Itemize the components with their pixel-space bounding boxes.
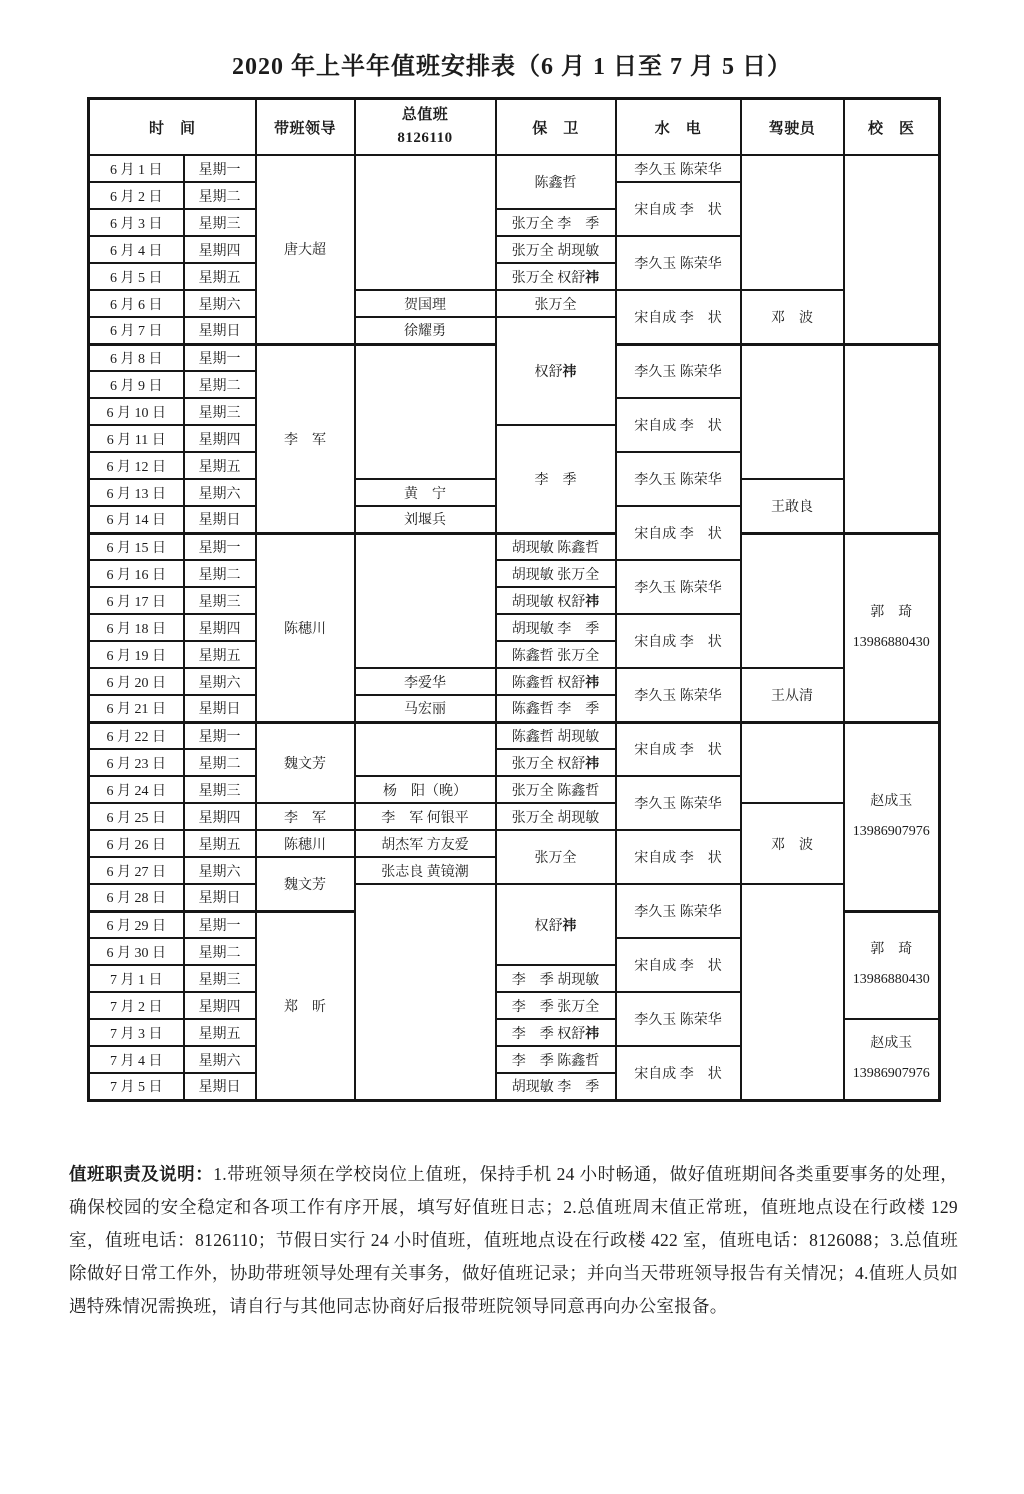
utilities-cell: 李久玉 陈荣华 [616,668,741,722]
leader-cell: 郑 昕 [256,911,355,1100]
weekday-cell: 星期四 [184,803,256,830]
chief-cell [355,344,496,479]
security-cell: 李 季 张万全 [496,992,616,1019]
date-cell: 7 月 2 日 [89,992,184,1019]
weekday-cell: 星期五 [184,263,256,290]
date-cell: 6 月 24 日 [89,776,184,803]
weekday-cell: 星期日 [184,317,256,344]
security-cell: 胡现敏 张万全 [496,560,616,587]
utilities-cell: 李久玉 陈荣华 [616,236,741,290]
chief-cell [355,533,496,668]
date-cell: 6 月 27 日 [89,857,184,884]
weekday-cell: 星期日 [184,506,256,533]
chief-cell: 杨 阳（晚） [355,776,496,803]
security-cell: 陈鑫哲 张万全 [496,641,616,668]
leader-cell: 李 军 [256,803,355,830]
date-cell: 6 月 20 日 [89,668,184,695]
security-cell: 李 季 陈鑫哲 [496,1046,616,1073]
weekday-cell: 星期二 [184,560,256,587]
date-cell: 7 月 1 日 [89,965,184,992]
date-cell: 6 月 11 日 [89,425,184,452]
driver-cell: 邓 波 [741,803,844,884]
date-cell: 6 月 3 日 [89,209,184,236]
driver-cell [741,344,844,479]
date-cell: 7 月 3 日 [89,1019,184,1046]
date-cell: 6 月 12 日 [89,452,184,479]
weekday-cell: 星期三 [184,965,256,992]
date-cell: 7 月 5 日 [89,1073,184,1100]
weekday-cell: 星期四 [184,614,256,641]
chief-cell: 贺国理 [355,290,496,317]
date-cell: 7 月 4 日 [89,1046,184,1073]
weekday-cell: 星期一 [184,155,256,182]
header-time: 时 间 [89,99,256,156]
utilities-cell: 李久玉 陈荣华 [616,344,741,398]
weekday-cell: 星期三 [184,587,256,614]
security-cell: 胡现敏 陈鑫哲 [496,533,616,560]
utilities-cell: 李久玉 陈荣华 [616,776,741,830]
utilities-cell: 宋自成 李 状 [616,722,741,776]
utilities-cell: 李久玉 陈荣华 [616,884,741,938]
schedule-row [89,803,940,830]
weekday-cell: 星期五 [184,830,256,857]
weekday-cell: 星期一 [184,533,256,560]
weekday-cell: 星期三 [184,776,256,803]
chief-cell: 李 军 何银平 [355,803,496,830]
security-cell: 张万全 李 季 [496,209,616,236]
date-cell: 6 月 4 日 [89,236,184,263]
chief-cell: 胡杰军 方友爱 [355,830,496,857]
date-cell: 6 月 9 日 [89,371,184,398]
leader-cell: 魏文芳 [256,722,355,803]
security-cell: 权舒祎 [496,317,616,425]
date-cell: 6 月 6 日 [89,290,184,317]
weekday-cell: 星期五 [184,641,256,668]
security-cell: 张万全 [496,290,616,317]
utilities-cell: 李久玉 陈荣华 [616,452,741,506]
weekday-cell: 星期三 [184,209,256,236]
security-cell: 胡现敏 李 季 [496,614,616,641]
driver-cell [741,722,844,803]
schedule-row [89,155,940,182]
doctor-cell: 赵成玉 13986907976 [844,1019,940,1100]
weekday-cell: 星期四 [184,992,256,1019]
weekday-cell: 星期五 [184,452,256,479]
header-security: 保 卫 [496,99,616,156]
chief-cell: 黄 宁 [355,479,496,506]
security-cell: 张万全 胡现敏 [496,236,616,263]
weekday-cell: 星期一 [184,722,256,749]
date-cell: 6 月 22 日 [89,722,184,749]
weekday-cell: 星期六 [184,479,256,506]
chief-cell [355,884,496,1100]
security-cell: 陈鑫哲 权舒祎 [496,668,616,695]
schedule-row [89,722,940,749]
date-cell: 6 月 16 日 [89,560,184,587]
driver-cell: 王从清 [741,668,844,722]
security-cell: 陈鑫哲 [496,155,616,209]
utilities-cell: 李久玉 陈荣华 [616,155,741,182]
schedule-row [89,668,940,695]
security-cell: 权舒祎 [496,884,616,965]
chief-cell [355,155,496,290]
header-chief [355,99,496,156]
utilities-cell: 宋自成 李 状 [616,938,741,992]
security-cell: 张万全 权舒祎 [496,263,616,290]
date-cell: 6 月 17 日 [89,587,184,614]
date-cell: 6 月 30 日 [89,938,184,965]
date-cell: 6 月 5 日 [89,263,184,290]
date-cell: 6 月 13 日 [89,479,184,506]
driver-cell: 王敢良 [741,479,844,533]
doctor-cell [844,155,940,344]
date-cell: 6 月 14 日 [89,506,184,533]
security-cell: 李 季 权舒祎 [496,1019,616,1046]
chief-cell: 李爱华 [355,668,496,695]
security-cell: 陈鑫哲 胡现敏 [496,722,616,749]
weekday-cell: 星期五 [184,1019,256,1046]
table-body [89,155,940,1100]
leader-cell: 魏文芳 [256,857,355,911]
header-chief-phone: 8126110 [397,130,453,146]
date-cell: 6 月 21 日 [89,695,184,722]
weekday-cell: 星期四 [184,425,256,452]
security-cell: 李 季 胡现敏 [496,965,616,992]
doctor-cell [844,344,940,533]
doctor-cell: 郭 琦 13986880430 [844,911,940,1019]
table-header [89,99,940,156]
weekday-cell: 星期六 [184,857,256,884]
header-chief-title: 总值班 [401,107,449,123]
chief-cell: 刘堰兵 [355,506,496,533]
utilities-cell: 李久玉 陈荣华 [616,992,741,1046]
weekday-cell: 星期二 [184,749,256,776]
weekday-cell: 星期一 [184,344,256,371]
weekday-cell: 星期六 [184,668,256,695]
page-title: 2020 年上半年值班安排表（6 月 1 日至 7 月 5 日） [232,54,792,80]
weekday-cell: 星期二 [184,182,256,209]
date-cell: 6 月 18 日 [89,614,184,641]
security-cell: 张万全 [496,830,616,884]
weekday-cell: 星期日 [184,695,256,722]
driver-cell [741,155,844,290]
header-doctor: 校 医 [844,99,940,156]
security-cell: 张万全 陈鑫哲 [496,776,616,803]
schedule-row [89,290,940,317]
date-cell: 6 月 15 日 [89,533,184,560]
security-cell: 陈鑫哲 李 季 [496,695,616,722]
schedule-row [89,533,940,560]
utilities-cell: 宋自成 李 状 [616,1046,741,1100]
doctor-cell: 赵成玉 13986907976 [844,722,940,911]
date-cell: 6 月 26 日 [89,830,184,857]
schedule-row [89,884,940,911]
chief-cell: 徐耀勇 [355,317,496,344]
weekday-cell: 星期六 [184,290,256,317]
security-cell: 张万全 权舒祎 [496,749,616,776]
security-cell: 胡现敏 李 季 [496,1073,616,1100]
chief-cell: 马宏丽 [355,695,496,722]
date-cell: 6 月 2 日 [89,182,184,209]
weekday-cell: 星期一 [184,911,256,938]
security-cell: 李 季 [496,425,616,533]
chief-cell: 张志良 黄镜潮 [355,857,496,884]
date-cell: 6 月 25 日 [89,803,184,830]
notes-body: 1.带班领导须在学校岗位上值班，保持手机 24 小时畅通，做好值班期间各类重要事务的处理，确保校园的安全稳定和各项工作有序开展，填写好值班日志；2.总值班周末值正常班，值班地点设在行政楼 129 室，值班电话：8126110；节假日实行 24 小时值班，值班地点设在行政楼 422 室，值班电话：8126088；3.总值班除做好日常工作外，协助带班领导处理有关事务，做好值班记录；并向当天带班领导报告有关情况；4.值班人员如遇特殊情况需换班，请自行与其他同志协商好后报带班院领导同意再向办公室报备。 [69,1163,958,1316]
header-driver: 驾驶员 [741,99,844,156]
date-cell: 6 月 8 日 [89,344,184,371]
date-cell: 6 月 1 日 [89,155,184,182]
weekday-cell: 星期二 [184,371,256,398]
utilities-cell: 宋自成 李 状 [616,830,741,884]
notes-label: 值班职责及说明： [69,1163,214,1184]
date-cell: 6 月 10 日 [89,398,184,425]
driver-cell [741,533,844,668]
security-cell: 张万全 胡现敏 [496,803,616,830]
leader-cell: 陈穗川 [256,830,355,857]
header-leader: 带班领导 [256,99,355,156]
driver-cell [741,884,844,1100]
driver-cell: 邓 波 [741,290,844,344]
utilities-cell: 宋自成 李 状 [616,614,741,668]
weekday-cell: 星期二 [184,938,256,965]
weekday-cell: 星期日 [184,1073,256,1100]
chief-cell [355,722,496,776]
schedule-table [87,97,941,1102]
utilities-cell: 李久玉 陈荣华 [616,560,741,614]
doctor-cell: 郭 琦 13986880430 [844,533,940,722]
notes-paragraph [69,1158,958,1323]
date-cell: 6 月 23 日 [89,749,184,776]
date-cell: 6 月 29 日 [89,911,184,938]
weekday-cell: 星期三 [184,398,256,425]
utilities-cell: 宋自成 李 状 [616,398,741,452]
weekday-cell: 星期日 [184,884,256,911]
date-cell: 6 月 19 日 [89,641,184,668]
leader-cell: 李 军 [256,344,355,533]
utilities-cell: 宋自成 李 状 [616,290,741,344]
leader-cell: 唐大超 [256,155,355,344]
header-utilities: 水 电 [616,99,741,156]
security-cell: 胡现敏 权舒祎 [496,587,616,614]
utilities-cell: 宋自成 李 状 [616,182,741,236]
utilities-cell: 宋自成 李 状 [616,506,741,560]
leader-cell: 陈穗川 [256,533,355,722]
weekday-cell: 星期四 [184,236,256,263]
date-cell: 6 月 28 日 [89,884,184,911]
date-cell: 6 月 7 日 [89,317,184,344]
weekday-cell: 星期六 [184,1046,256,1073]
